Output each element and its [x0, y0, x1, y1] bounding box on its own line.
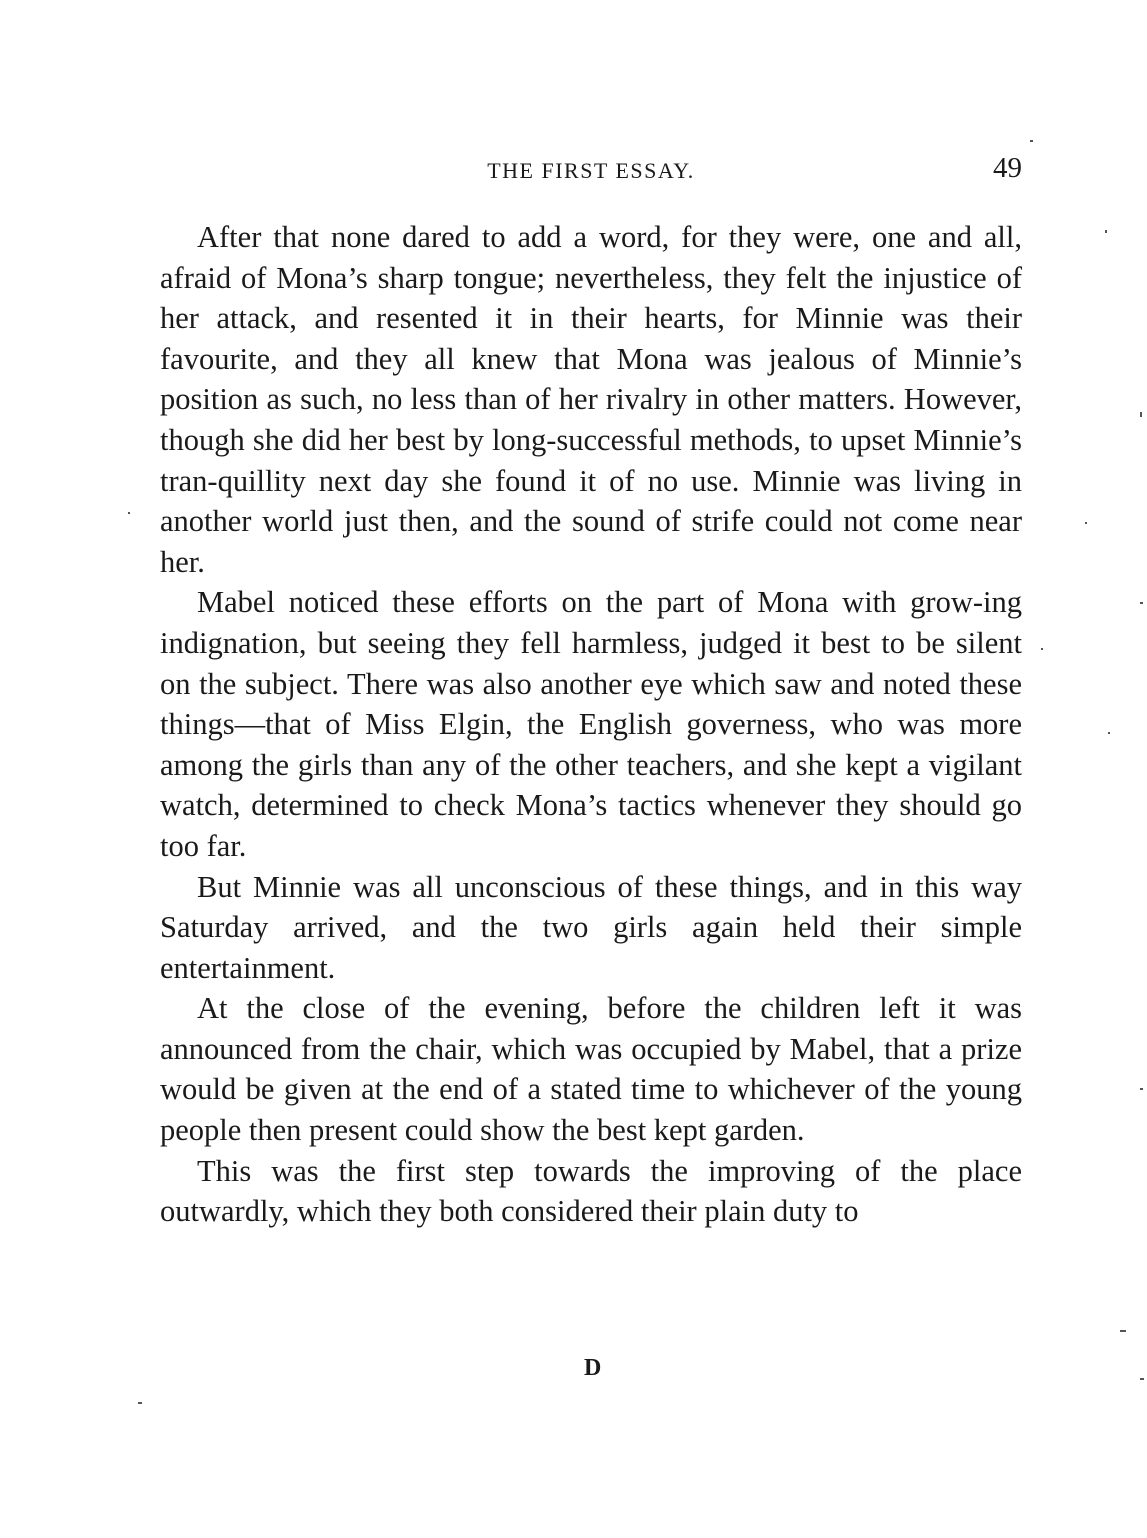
scan-speck: [138, 1402, 142, 1404]
paragraph-2: Mabel noticed these efforts on the part of Mona with grow-ing indignation, but seeing they fell harmless, judged it best to be silent on the subject. There was also another eye which saw and noted these things—that of Miss Elgin, the English governess, who was more among the girls than any of the other teachers, and she kept a vigilant watch, determined to check Mona’s tactics whenever they should go too far.: [160, 585, 1022, 863]
scan-speck: [1140, 412, 1142, 417]
paragraph-3: But Minnie was all unconscious of these things, and in this way Saturday arrived, and the two girls again held their simple entertainment.: [160, 869, 1022, 985]
scan-speck: [1120, 1330, 1126, 1332]
scan-speck: [1108, 732, 1110, 734]
paragraph-5: This was the first step towards the improving of the place outwardly, which they both considered their plain duty to: [160, 1153, 1022, 1229]
scan-speck: [1140, 1378, 1144, 1380]
scan-speck: [1140, 602, 1143, 604]
paragraph-1: After that none dared to add a word, for they were, one and all, afraid of Mona’s sharp tongue; nevertheless, they felt the injustice of her attack, and resented it in their hearts, for Minnie was their favourite, and they all knew that Mona was jealous of Minnie’s position as such, no less than of her rivalry in other matters. However, though she did her best by long-successful methods, to upset Minnie’s tran-quillity next day she found it of no use. Minnie was living in another world just then, and the sound of strife could not come near her.: [160, 220, 1022, 579]
page-number: 49: [993, 152, 1022, 184]
scan-speck: [1030, 140, 1033, 142]
body-text: [160, 217, 1022, 1232]
running-header: [160, 152, 1022, 192]
scan-speck: [1140, 1088, 1143, 1090]
paragraph-4: At the close of the evening, before the children left it was announced from the chair, which was occupied by Mabel, that a prize would be given at the end of a stated time to whichever of the young people then present could show the best kept garden.: [160, 991, 1022, 1148]
running-title: THE FIRST ESSAY.: [487, 158, 695, 183]
scan-speck: [1105, 230, 1107, 233]
signature-mark: D: [584, 1355, 602, 1381]
scan-speck: [1085, 522, 1087, 524]
scan-speck: [1041, 648, 1043, 650]
scan-speck: [128, 512, 130, 514]
